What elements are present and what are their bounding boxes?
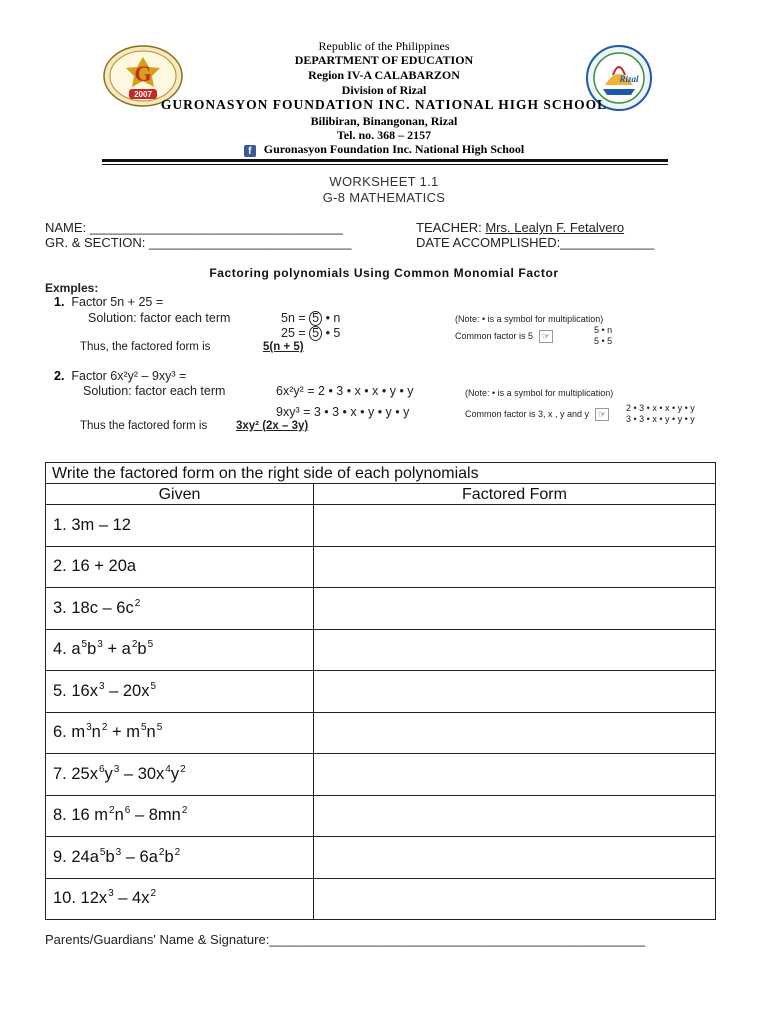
table-instruction: Write the factored form on the right side of each polynomials <box>46 463 716 484</box>
exponent: 2 <box>174 846 181 858</box>
date-field[interactable]: DATE ACCOMPLISHED:_____________ <box>416 235 655 250</box>
example-2-thus: Thus the factored form is <box>80 420 208 432</box>
section-field[interactable]: GR. & SECTION: ____________________________ <box>45 235 352 250</box>
item-number: 9. <box>53 847 67 866</box>
example-1-term-1: 5n = 5 • n <box>281 311 341 325</box>
exponent: 3 <box>98 680 105 692</box>
item-number: 7. <box>53 764 67 783</box>
factored-form-answer[interactable] <box>314 546 716 588</box>
guardian-signature-line[interactable]: Parents/Guardians' Name & Signature:____________________________________________________ <box>45 932 646 947</box>
worksheet-subject: G-8 MATHEMATICS <box>322 190 446 205</box>
polynomial-term: y <box>104 764 113 783</box>
examples-heading: Factoring polynomials Using Common Monomial Factor <box>209 266 559 280</box>
polynomial-term: b <box>164 847 174 866</box>
teacher-name: Mrs. Lealyn F. Fetalvero <box>485 220 625 235</box>
polynomial-term: + m <box>107 723 140 742</box>
item-number: 5. <box>53 681 67 700</box>
school-tel: Tel. no. 368 – 2157 <box>336 128 432 142</box>
exponent: 2 <box>158 846 165 858</box>
polynomial-term: n <box>91 723 101 742</box>
given-polynomial <box>46 837 314 879</box>
given-polynomial <box>46 671 314 713</box>
name-field[interactable]: NAME: ___________________________________ <box>45 220 343 235</box>
exponent: 3 <box>86 722 92 734</box>
example-2-term-1: 6x²y² = 2 • 3 • x • x • y • y <box>276 384 414 398</box>
division-line: Division of Rizal <box>341 83 427 97</box>
table-row <box>46 671 716 713</box>
table-row <box>46 505 716 547</box>
example-2-answer: 3xy² (2x – 3y) <box>236 420 309 432</box>
example-2-problem <box>54 369 186 383</box>
polynomial-term: – 20x <box>104 681 150 700</box>
polynomial-term: 24a <box>71 847 99 866</box>
factored-form-answer[interactable] <box>314 588 716 630</box>
example-1-note: (Note: • is a symbol for multiplication) <box>455 314 604 324</box>
item-number: 3. <box>53 598 67 617</box>
facebook-icon: f <box>244 145 256 157</box>
polynomial-term: 16 m <box>71 806 109 825</box>
polynomial-term: – 6a <box>121 847 158 866</box>
example-1-solution: Solution: factor each term <box>88 311 231 325</box>
polynomial-term: b <box>87 640 97 659</box>
polynomial-term: – 4x <box>113 889 150 908</box>
logo-text: Rizal <box>619 74 639 84</box>
given-polynomial <box>46 712 314 754</box>
example-1-term-2: 25 = 5 • 5 <box>281 326 341 340</box>
examples-label: Exmples: <box>45 281 99 295</box>
example-2-common: Common factor is 3, x , y and y ☞ <box>465 408 615 421</box>
worksheet-title: WORKSHEET 1.1 <box>329 174 439 189</box>
facebook-line <box>0 142 768 157</box>
exponent: 2 <box>180 763 186 775</box>
circled-factor: 5 <box>309 326 322 341</box>
table-row <box>46 546 716 588</box>
exponent: 3 <box>97 639 103 651</box>
region-line: Region IV-A CALABARZON <box>308 68 460 82</box>
example-1-number: 1. <box>54 295 65 309</box>
exercise-table <box>45 462 716 920</box>
given-polynomial <box>46 795 314 837</box>
item-number: 6. <box>53 723 67 742</box>
polynomial-term: m <box>71 723 86 742</box>
polynomial-term: b <box>137 640 147 659</box>
teacher-field <box>416 220 624 235</box>
given-polynomial <box>46 505 314 547</box>
item-number: 10. <box>53 889 76 908</box>
example-1-common: Common factor is 5 ☞ <box>455 330 559 343</box>
polynomial-term: – 8mn <box>130 806 181 825</box>
column-header-given: Given <box>46 484 314 505</box>
polynomial-term: + a <box>102 640 131 659</box>
example-1-side-work: 5 • n 5 • 5 <box>594 325 613 346</box>
exponent: 3 <box>108 888 114 900</box>
header-divider-thick <box>102 159 668 162</box>
exponent: 6 <box>98 763 105 775</box>
factored-form-answer[interactable] <box>314 754 716 796</box>
example-1-thus: Thus, the factored form is <box>80 341 211 353</box>
header-divider-thin <box>102 164 668 165</box>
exponent: 5 <box>81 639 88 651</box>
example-2-number: 2. <box>54 369 65 383</box>
polynomial-term: n <box>146 723 156 742</box>
table-row <box>46 795 716 837</box>
given-polynomial <box>46 878 314 920</box>
school-address: Bilibiran, Binangonan, Rizal <box>310 114 458 128</box>
item-number: 8. <box>53 806 67 825</box>
exponent: 4 <box>165 763 171 775</box>
exponent: 5 <box>99 846 106 858</box>
exponent: 2 <box>101 722 108 734</box>
exponent: 3 <box>113 763 120 775</box>
given-polynomial <box>46 588 314 630</box>
polynomial-term: b <box>105 847 115 866</box>
school-name: GURONASYON FOUNDATION INC. NATIONAL HIGH SCHOOL <box>160 97 608 112</box>
example-2-note: (Note: • is a symbol for multiplication) <box>465 388 614 398</box>
exponent: 5 <box>150 680 157 692</box>
example-1-problem <box>54 295 163 309</box>
table-row <box>46 837 716 879</box>
column-header-factored: Factored Form <box>314 484 716 505</box>
example-2-solution: Solution: factor each term <box>83 384 226 398</box>
exponent: 2 <box>109 805 115 817</box>
table-row <box>46 712 716 754</box>
item-number: 1. <box>53 515 67 534</box>
polynomial-term: 25x <box>71 764 98 783</box>
factored-form-answer[interactable] <box>314 795 716 837</box>
polynomial-term: n <box>114 806 124 825</box>
given-polynomial <box>46 629 314 671</box>
given-polynomial <box>46 546 314 588</box>
exponent: 5 <box>156 722 163 734</box>
circled-factor: 5 <box>309 311 322 326</box>
teacher-label: TEACHER: <box>416 220 486 235</box>
polynomial-term: 12x <box>80 889 108 908</box>
example-2-term-2: 9xy³ = 3 • 3 • x • y • y • y <box>276 405 410 419</box>
factored-form-answer[interactable] <box>314 837 716 879</box>
example-2-side-work: 2 • 3 • x • x • y • y 3 • 3 • x • y • y • y <box>626 403 695 424</box>
exponent: 2 <box>181 805 188 817</box>
pointing-hand-icon: ☞ <box>595 408 609 421</box>
factored-form-answer[interactable] <box>314 878 716 920</box>
polynomial-term: a <box>71 640 81 659</box>
example-1-text: Factor 5n + 25 = <box>71 295 164 309</box>
polynomial-term: 18c – 6c <box>71 598 134 617</box>
exponent: 2 <box>134 597 141 609</box>
factored-form-answer[interactable] <box>314 505 716 547</box>
exponent: 2 <box>131 639 138 651</box>
given-polynomial <box>46 754 314 796</box>
exponent: 6 <box>124 805 131 817</box>
item-number: 2. <box>53 557 67 576</box>
exponent: 5 <box>147 639 154 651</box>
logo-year: 2007 <box>134 90 152 99</box>
factored-form-answer[interactable] <box>314 671 716 713</box>
polynomial-term: y <box>170 764 180 783</box>
republic-line: Republic of the Philippines <box>318 39 450 53</box>
polynomial-term: 3m – 12 <box>71 515 131 534</box>
pointing-hand-icon: ☞ <box>539 330 553 343</box>
exponent: 5 <box>140 722 147 734</box>
factored-form-answer[interactable] <box>314 629 716 671</box>
polynomial-term: 16x <box>71 681 98 700</box>
item-number: 4. <box>53 640 67 659</box>
table-row <box>46 629 716 671</box>
table-row <box>46 588 716 630</box>
table-row <box>46 754 716 796</box>
department-line: DEPARTMENT OF EDUCATION <box>294 53 474 67</box>
factored-form-answer[interactable] <box>314 712 716 754</box>
example-1-answer: 5(n + 5) <box>263 341 304 353</box>
facebook-page-name: Guronasyon Foundation Inc. National High School <box>263 142 525 156</box>
table-row <box>46 878 716 920</box>
polynomial-term: 16 + 20a <box>71 557 137 576</box>
polynomial-term: – 30x <box>119 764 165 783</box>
exponent: 2 <box>150 888 157 900</box>
example-2-text: Factor 6x²y² – 9xy³ = <box>71 369 187 383</box>
svg-text:G: G <box>134 61 152 86</box>
exponent: 3 <box>115 846 122 858</box>
